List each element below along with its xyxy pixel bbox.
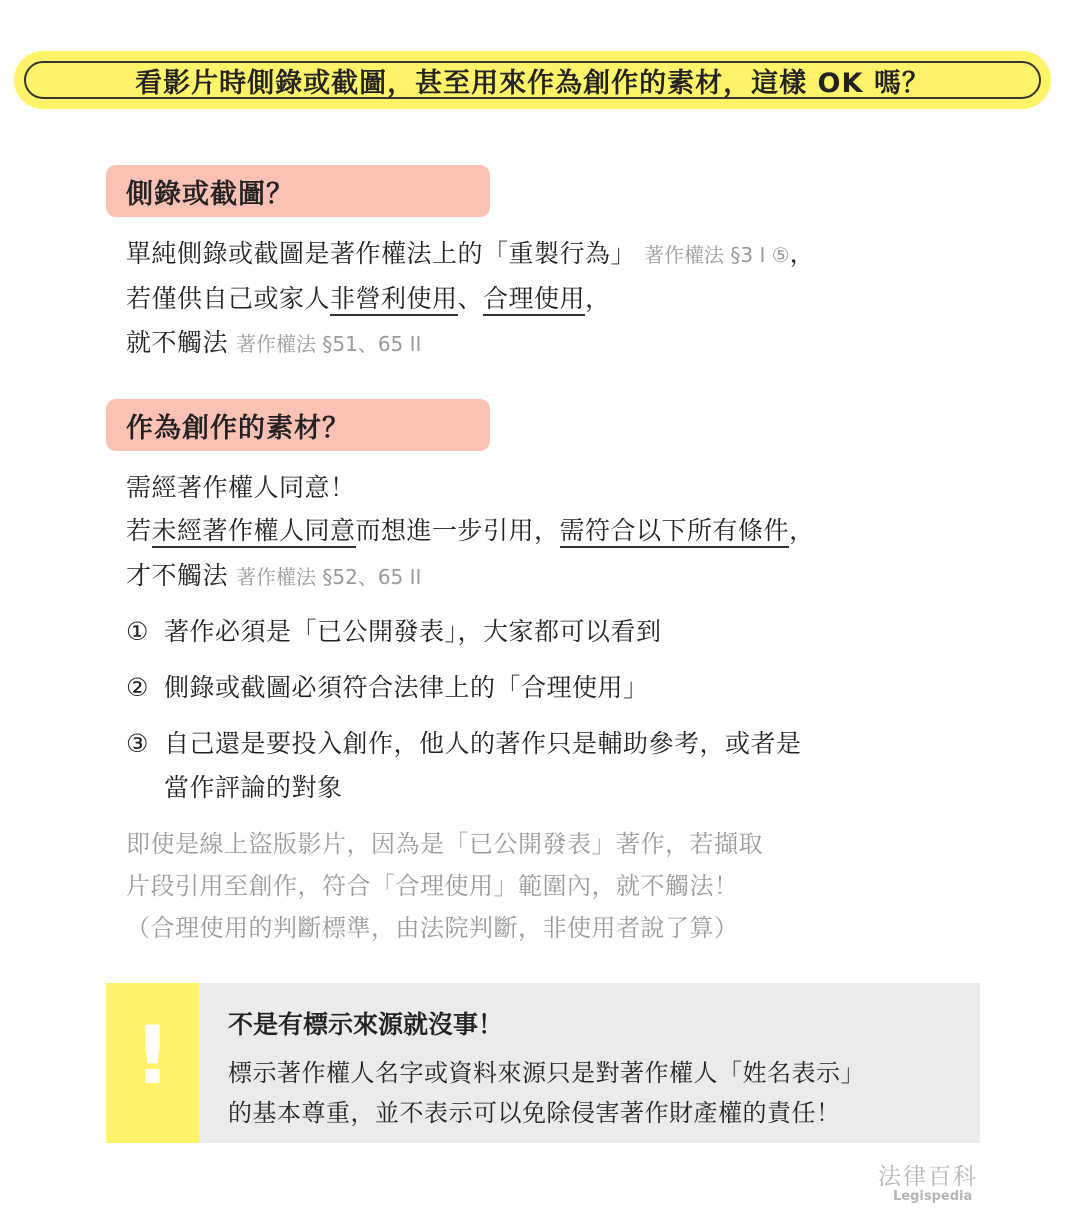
condition-number: ③ [126,729,149,758]
punct: ， [789,516,815,545]
section-heading-record [106,165,490,217]
warning-line: 的基本尊重，並不表示可以免除侵害著作財產權的責任！ [228,1099,841,1127]
section2-line-2 [126,511,815,547]
text: 就不觸法 [126,328,229,357]
note-line: 片段引用至創作，符合「合理使用」範圍內，就不觸法！ [126,872,739,900]
section1-line-3 [126,323,421,359]
condition-number: ② [126,673,149,702]
text: 若 [126,516,152,545]
note-line: 即使是線上盜版影片，因為是「已公開發表」著作，若擷取 [126,830,763,858]
law-citation: 著作權法 §51、65 II [236,332,422,356]
logo-text: 法律百科 [878,1164,978,1190]
condition-text: 側錄或截圖必須符合法律上的「合理使用」 [164,673,649,702]
underlined-term: 非營利使用 [330,284,458,316]
text: 才不觸法 [126,561,229,590]
warning-bar [106,983,199,1143]
section1-line-1 [126,234,815,270]
title-frame [24,61,1041,99]
warning-title: 不是有標示來源就沒事！ [228,1010,504,1039]
law-citation: 著作權法 §3 I ⑤ [644,243,790,267]
condition-continuation: 當作評論的對象 [164,773,343,802]
logo-subtext: Legispedia [893,1189,973,1204]
punct: ， [789,239,816,268]
condition-item [126,724,802,760]
text: 單純側錄或截圖是著作權法上的「重製行為」 [126,239,637,268]
condition-item [126,612,662,648]
section-heading-material [106,399,490,451]
note-line: （合理使用的判斷標準，由法院判斷，非使用者說了算） [126,914,739,942]
condition-text: 著作必須是「已公開發表」，大家都可以看到 [164,617,662,646]
section-heading-text: 作為創作的素材？ [126,412,350,444]
warning-box [106,983,980,1143]
underlined-term: 未經著作權人同意 [152,516,356,548]
title-banner [14,51,1051,109]
condition-number: ① [126,617,149,646]
page-title: 看影片時側錄或截圖，甚至用來作為創作的素材，這樣 OK 嗎？ [135,67,930,99]
punct: 、 [457,284,484,313]
text: 而想進一步引用， [355,516,560,545]
underlined-term: 需符合以下所有條件 [560,516,790,548]
section1-line-2 [126,279,611,315]
section2-line-3 [126,556,421,592]
exclamation-icon: ! [134,1009,171,1102]
text: 若僅供自己或家人 [126,284,331,313]
condition-text: 自己還是要投入創作，他人的著作只是輔助參考，或者是 [164,729,802,758]
law-citation: 著作權法 §52、65 II [236,565,422,589]
condition-item [126,668,649,704]
punct: ， [585,284,611,313]
section2-line-1: 需經著作權人同意！ [126,473,356,502]
section-heading-text: 側錄或截圖？ [126,178,294,210]
underlined-term: 合理使用 [483,284,585,316]
warning-line: 標示著作權人名字或資料來源只是對著作權人「姓名表示」 [228,1059,865,1087]
